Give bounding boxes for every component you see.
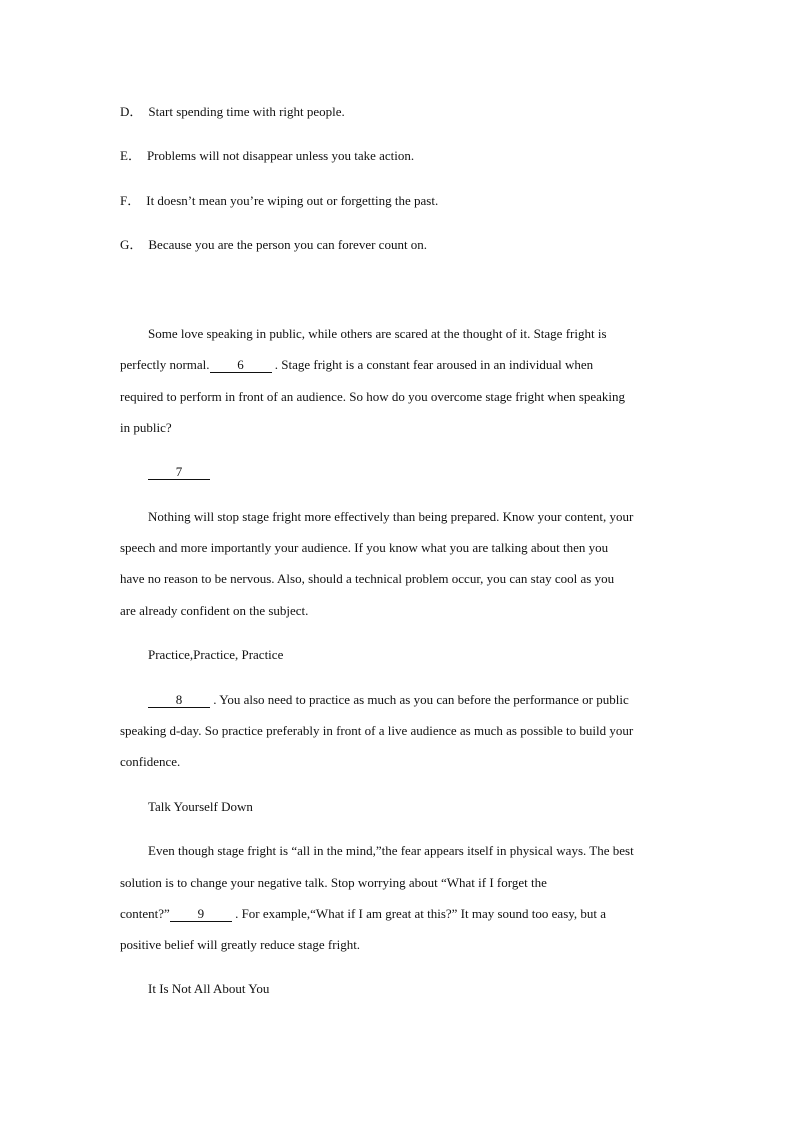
p3-text: . You also need to practice as much as you can before the performance or public: [213, 692, 629, 707]
option-letter: F．: [120, 193, 141, 208]
option-g: [120, 237, 427, 253]
p3-line-1: [148, 692, 629, 708]
p4-line-2: solution is to change your negative talk. Stop worrying about “What if I forget the: [120, 875, 547, 890]
p1-text: . Stage fright is a constant fear aroused in an individual when: [274, 357, 594, 372]
blank-9: 9: [170, 907, 232, 922]
p2-line-2: speech and more importantly your audience. If you know what you are talking about then you: [120, 540, 609, 555]
p4-line-4: positive belief will greatly reduce stage fright.: [120, 937, 361, 952]
blank-8: 8: [148, 693, 210, 708]
p2-line-1: Nothing will stop stage fright more effectively than being prepared. Know your content, your: [148, 509, 634, 524]
p4-text: . For example,“What if I am great at this?” It may sound too easy, but a: [235, 906, 607, 921]
heading-practice: Practice,Practice, Practice: [148, 647, 284, 662]
p2-line-3: have no reason to be nervous. Also, should a technical problem occur, you can stay cool as you: [120, 571, 615, 586]
option-text: It doesn’t mean you’re wiping out or forgetting the past.: [146, 193, 439, 208]
p3-line-3: confidence.: [120, 754, 181, 769]
blank-6: 6: [210, 358, 272, 373]
option-e: [120, 148, 414, 164]
p1-line-4: in public?: [120, 420, 172, 435]
p2-line-4: are already confident on the subject.: [120, 603, 309, 618]
option-f: [120, 193, 438, 209]
option-text: Because you are the person you can forever count on.: [148, 237, 428, 252]
p4-text: content?”: [120, 906, 170, 921]
p1-line-1: Some love speaking in public, while others are scared at the thought of it. Stage fright is: [148, 326, 607, 341]
p3-line-2: speaking d-day. So practice preferably in front of a live audience as much as possible to build your: [120, 723, 634, 738]
heading-not-all-about-you: It Is Not All About You: [148, 981, 270, 996]
option-letter: E．: [120, 148, 141, 163]
heading-talk-yourself-down: Talk Yourself Down: [148, 799, 253, 814]
p4-line-3: [120, 906, 606, 922]
p4-line-1: Even though stage fright is “all in the mind,”the fear appears itself in physical ways. The best: [148, 843, 634, 858]
p1-text: perfectly normal.: [120, 357, 210, 372]
p1-line-3: required to perform in front of an audience. So how do you overcome stage fright when speaking: [120, 389, 626, 404]
blank-7-line: [148, 464, 210, 480]
option-text: Problems will not disappear unless you take action.: [146, 148, 415, 163]
option-letter: G．: [120, 237, 143, 252]
option-letter: D．: [120, 104, 143, 119]
option-text: Start spending time with right people.: [148, 104, 345, 119]
option-d: [120, 104, 345, 120]
p1-line-2: [120, 357, 593, 373]
blank-7: 7: [148, 465, 210, 480]
